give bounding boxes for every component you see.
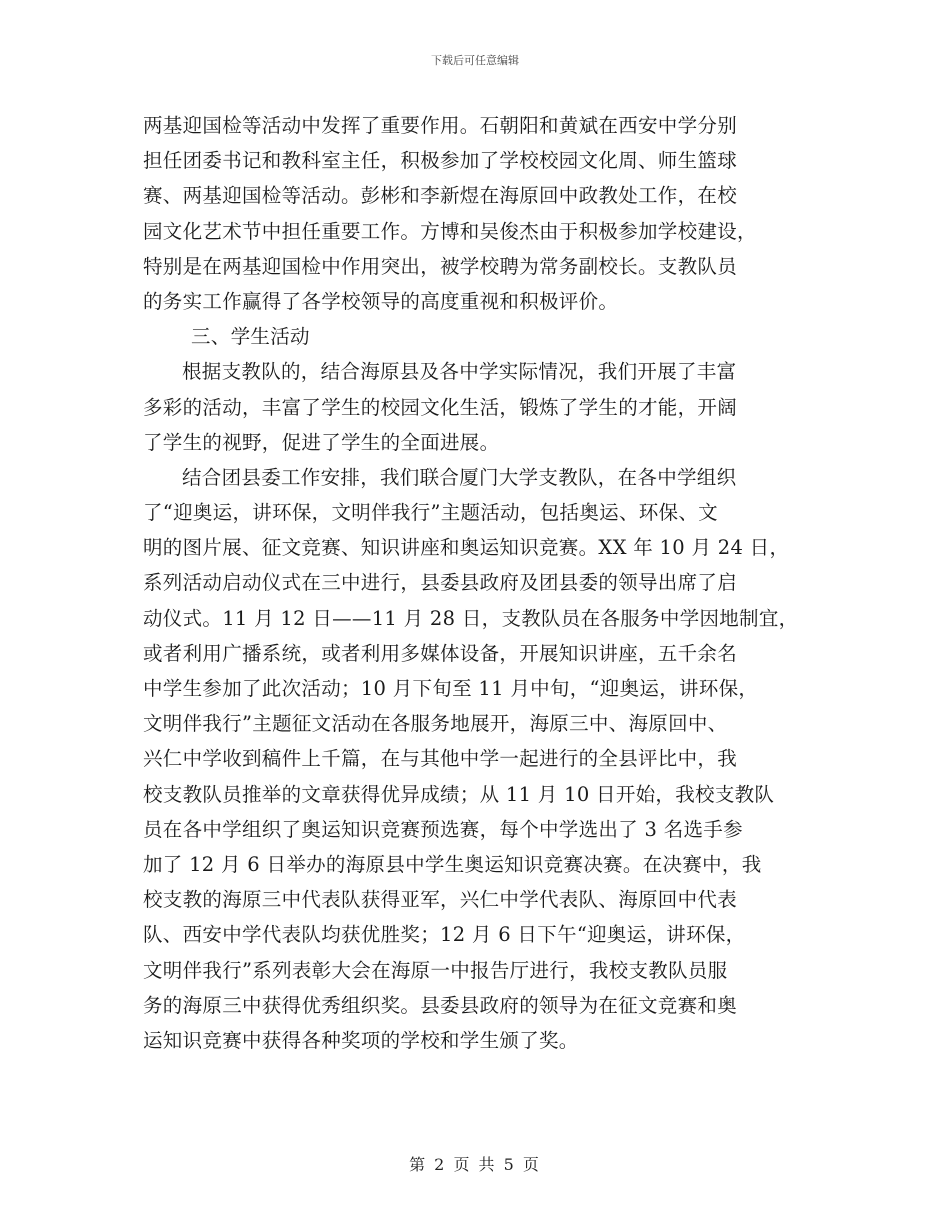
body-line: 结合团县委工作安排，我们联合厦门大学支教队，在各中学组织 — [182, 465, 737, 489]
body-line: 特别是在两基迎国检中作用突出，被学校聘为常务副校长。支教队员 — [143, 254, 738, 278]
page-header: 下载后可任意编辑 — [431, 54, 519, 67]
body-line: 运知识竞赛中获得各种奖项的学校和学生颁了奖。 — [143, 1028, 579, 1052]
body-line: 加了 12 月 6 日举办的海原县中学生奥运知识竞赛决赛。在决赛中，我 — [143, 852, 762, 876]
body-line: 担任团委书记和教科室主任，积极参加了学校校园文化周、师生篮球 — [143, 149, 738, 173]
body-line: 的务实工作赢得了各学校领导的高度重视和积极评价。 — [143, 289, 619, 313]
section-heading: 三、学生活动 — [191, 325, 310, 349]
body-line: 园文化艺术节中担任重要工作。方博和吴俊杰由于积极参加学校建设， — [143, 219, 757, 243]
body-line: 文明伴我行”系列表彰大会在海原一中报告厅进行，我校支教队员服 — [143, 958, 728, 982]
body-line: 或者利用广播系统，或者利用多媒体设备，开展知识讲座，五千余名 — [143, 641, 738, 665]
body-line: 校支教队员推举的文章获得优异成绩；从 11 月 10 日开始，我校支教队 — [143, 782, 775, 806]
body-line: 兴仁中学收到稿件上千篇，在与其他中学一起进行的全县评比中，我 — [143, 747, 738, 771]
body-line: 系列活动启动仪式在三中进行，县委县政府及团县委的领导出席了启 — [143, 571, 738, 595]
body-line: 员在各中学组织了奥运知识竞赛预选赛，每个中学选出了 3 名选手参 — [143, 817, 743, 841]
body-line: 两基迎国检等活动中发挥了重要作用。石朝阳和黄斌在西安中学分别 — [143, 114, 738, 137]
page-number-footer: 第 2 页 共 5 页 — [409, 1155, 541, 1174]
body-line: 了“迎奥运，讲环保，文明伴我行”主题活动，包括奥运、环保、文 — [143, 501, 718, 525]
body-line: 务的海原三中获得优秀组织奖。县委县政府的领导为在征文竞赛和奥 — [143, 993, 738, 1017]
body-line: 校支教的海原三中代表队获得亚军，兴仁中学代表队、海原回中代表 — [143, 888, 738, 912]
body-line: 赛、两基迎国检等活动。彭彬和李新煜在海原回中政教处工作，在校 — [143, 184, 738, 208]
body-line: 多彩的活动，丰富了学生的校园文化生活，锻炼了学生的才能，开阔 — [143, 395, 738, 419]
body-line: 明的图片展、征文竞赛、知识讲座和奥运知识竞赛。XX 年 10 月 24 日， — [143, 536, 790, 560]
body-line: 队、西安中学代表队均获优胜奖；12 月 6 日下午“迎奥运，讲环保， — [143, 923, 746, 947]
body-line: 文明伴我行”主题征文活动在各服务地展开，海原三中、海原回中、 — [143, 712, 728, 736]
body-line: 中学生参加了此次活动；10 月下旬至 11 月中旬，“迎奥运，讲环保， — [143, 677, 759, 700]
body-line: 动仪式。11 月 12 日——11 月 28 日，支教队员在各服务中学因地制宜， — [143, 606, 799, 630]
body-line: 根据支教队的，结合海原县及各中学实际情况，我们开展了丰富 — [182, 360, 737, 384]
document-body — [143, 108, 813, 1058]
body-line: 了学生的视野，促进了学生的全面进展。 — [143, 430, 500, 454]
